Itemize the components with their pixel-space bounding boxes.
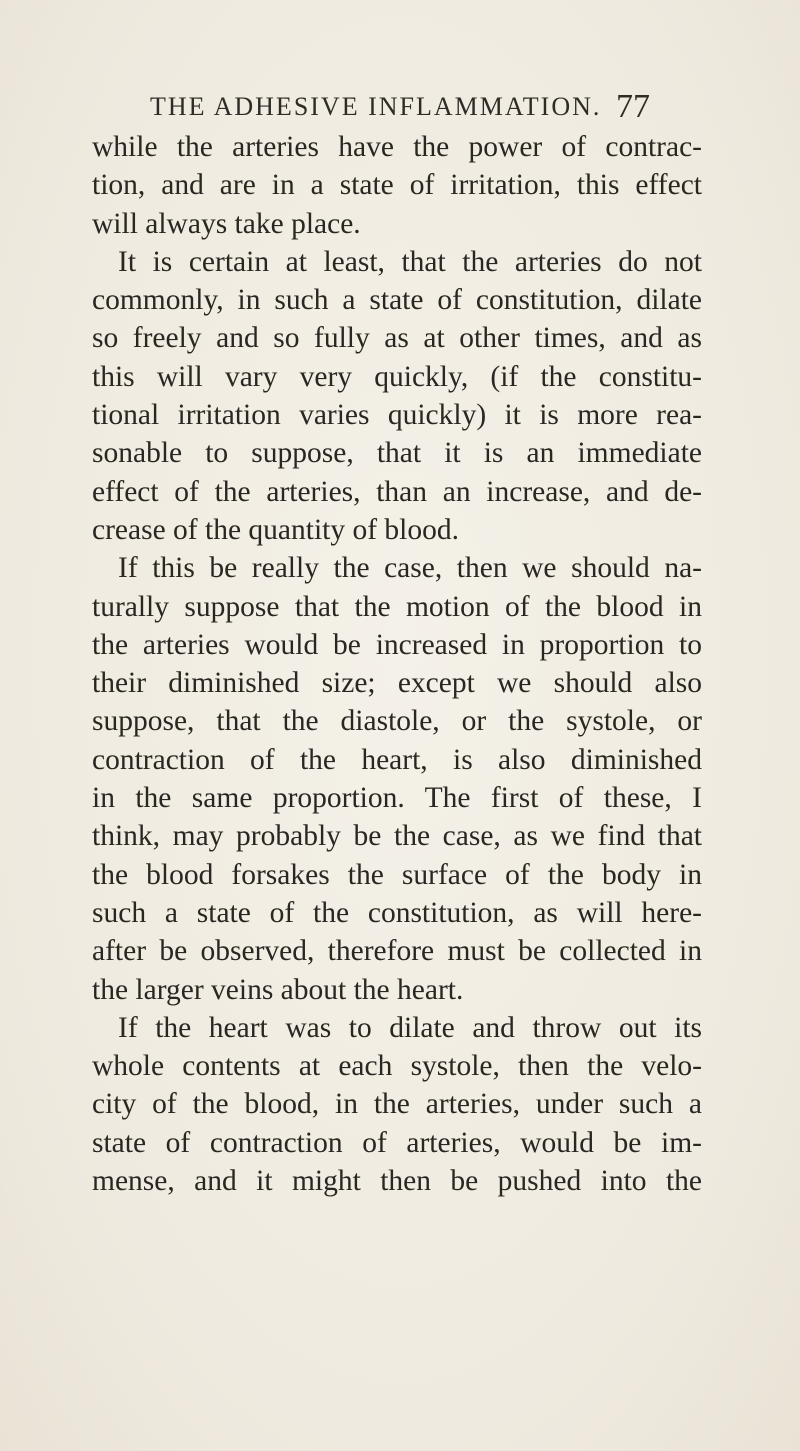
text-line: state of contraction of arteries, would be im- [92,1126,702,1159]
text-line: It is certain at least, that the arteries do not [118,245,702,278]
text-line: will always take place. [92,207,361,240]
text-line: commonly, in such a state of constitution, dilate [92,284,702,317]
text-line: contraction of the heart, is also diminished [92,743,702,776]
text-line: this will vary very quickly, (if the constitu- [92,360,702,393]
text-line: mense, and it might then be pushed into the [92,1165,702,1198]
text-line: so freely and so fully as at other times, and as [92,322,702,355]
page-number: 77 [616,88,650,125]
text-line: while the arteries have the power of contrac- [92,131,702,163]
text-line: their diminished size; except we should also [92,667,702,700]
running-head: THE ADHESIVE INFLAMMATION. [150,92,602,121]
text-line: suppose, that the diastole, or the systole, or [92,705,702,738]
text-line: think, may probably be the case, as we find that [92,820,702,853]
text-line: whole contents at each systole, then the velo- [92,1050,702,1083]
text-line: tion, and are in a state of irritation, this effect [92,169,702,202]
text-line: tional irritation varies quickly) it is more rea- [92,399,702,432]
text-line: the arteries would be increased in proportion to [92,628,702,661]
text-line: the larger veins about the heart. [92,973,464,1006]
text-line: the blood forsakes the surface of the body in [92,858,702,891]
text-line: If the heart was to dilate and throw out its [118,1011,702,1044]
text-line: after be observed, therefore must be collected in [92,935,702,968]
text-line: effect of the arteries, than an increase, and de- [92,475,702,508]
text-line: in the same proportion. The first of these, I [92,782,702,815]
text-line: If this be really the case, then we should na- [118,552,702,585]
text-line: sonable to suppose, that it is an immediate [92,437,702,470]
text-line: turally suppose that the motion of the blood in [92,590,702,623]
text-line: city of the blood, in the arteries, under such a [92,1088,702,1121]
page-header [150,88,650,132]
body-text [92,128,702,1200]
text-line: crease of the quantity of blood. [92,513,459,546]
text-line: such a state of the constitution, as will here- [92,896,702,929]
